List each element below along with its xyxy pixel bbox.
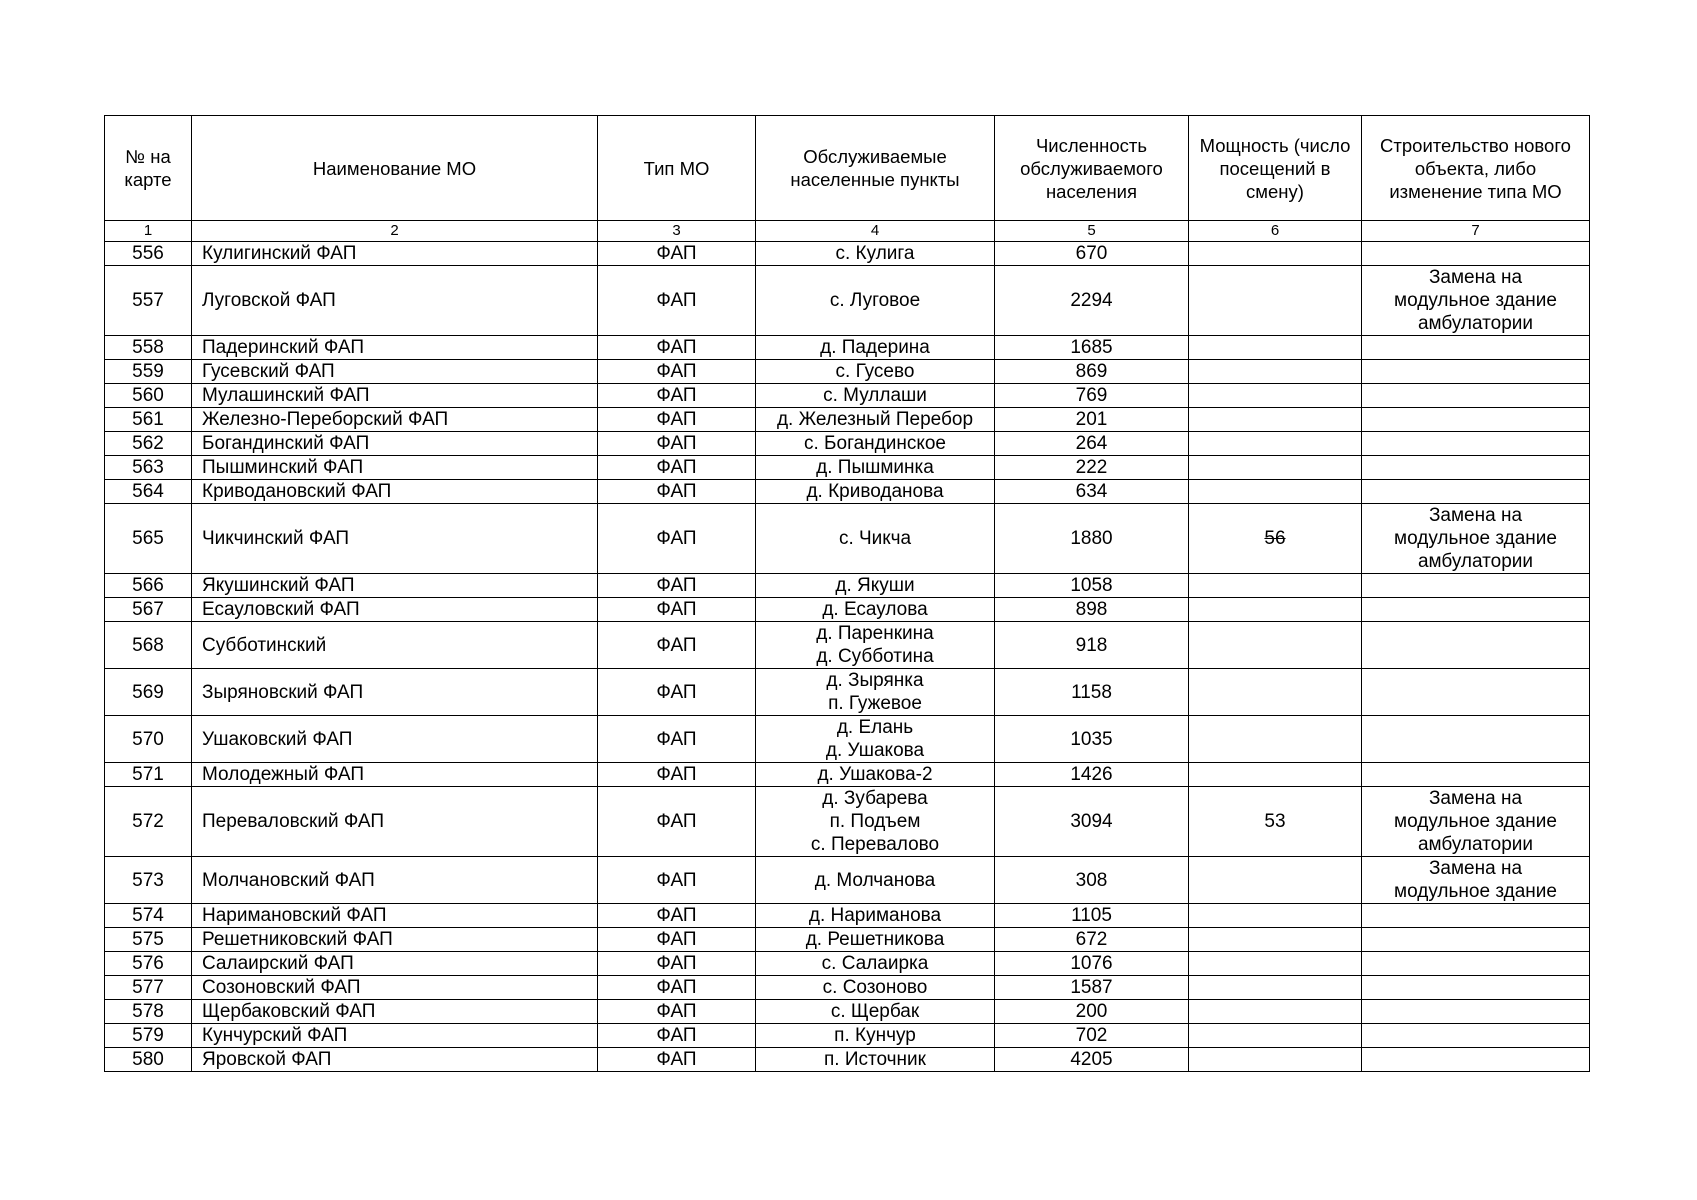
mo-type-cell: ФАП [598, 763, 756, 787]
mo-name-cell: Салаирский ФАП [192, 952, 598, 976]
served-settlements-cell-line: д. Молчанова [814, 869, 936, 891]
map-number-cell: 579 [105, 1024, 192, 1048]
capacity-cell [1189, 384, 1362, 408]
construction-cell [1362, 857, 1590, 904]
table-row [105, 408, 1590, 432]
served-settlements-cell [756, 622, 995, 669]
served-settlements-cell-line: с. Кулига [835, 243, 915, 264]
served-settlements-cell [756, 1024, 995, 1048]
mo-name-cell: Падеринский ФАП [192, 336, 598, 360]
population-cell: 1076 [995, 952, 1189, 976]
served-settlements-cell [756, 242, 995, 266]
served-settlements-cell [756, 716, 995, 763]
construction-cell [1362, 952, 1590, 976]
mo-name-cell: Мулашинский ФАП [192, 384, 598, 408]
map-number-cell: 561 [105, 408, 192, 432]
served-settlements-cell-line: п. Гужевое [828, 693, 922, 714]
column-number: 3 [598, 221, 756, 242]
capacity-cell [1189, 763, 1362, 787]
served-settlements-cell [756, 952, 995, 976]
population-cell: 1105 [995, 904, 1189, 928]
map-number-cell: 580 [105, 1048, 192, 1072]
construction-cell [1362, 787, 1590, 857]
table-row [105, 574, 1590, 598]
construction-cell [1362, 716, 1590, 763]
mo-type-cell: ФАП [598, 857, 756, 904]
construction-cell-line: амбулатории [1417, 834, 1534, 855]
construction-cell [1362, 432, 1590, 456]
served-settlements-cell-line: д. Нариманова [808, 905, 942, 926]
served-settlements-cell [756, 504, 995, 574]
served-settlements-cell [756, 787, 995, 857]
mo-name-cell: Чикчинский ФАП [192, 504, 598, 574]
map-number-cell: 562 [105, 432, 192, 456]
table-row [105, 598, 1590, 622]
population-cell: 1880 [995, 504, 1189, 574]
map-number-cell: 578 [105, 1000, 192, 1024]
construction-cell [1362, 408, 1590, 432]
construction-cell-line: модульное здание [1394, 528, 1557, 549]
table-row [105, 336, 1590, 360]
mo-name-cell: Луговской ФАП [192, 266, 598, 336]
population-cell: 702 [995, 1024, 1189, 1048]
construction-cell-line: модульное здание [1394, 881, 1557, 902]
mo-type-cell: ФАП [598, 504, 756, 574]
mo-name-cell: Щербаковский ФАП [192, 1000, 598, 1024]
served-settlements-cell-line: д. Ушакова [825, 740, 925, 761]
capacity-cell [1189, 1000, 1362, 1024]
mo-name-cell: Яровской ФАП [192, 1048, 598, 1072]
served-settlements-cell-line: д. Якуши [835, 575, 915, 596]
construction-cell-line: Замена на [1428, 505, 1523, 526]
served-settlements-cell-line: с. Салаирка [821, 953, 929, 974]
served-settlements-cell [756, 266, 995, 336]
map-number-cell: 560 [105, 384, 192, 408]
capacity-cell [1189, 408, 1362, 432]
population-cell: 1426 [995, 763, 1189, 787]
capacity-cell [1189, 904, 1362, 928]
capacity-cell [1189, 952, 1362, 976]
table-row [105, 360, 1590, 384]
mo-type-cell: ФАП [598, 408, 756, 432]
map-number-cell: 577 [105, 976, 192, 1000]
population-cell: 634 [995, 480, 1189, 504]
mo-name-cell: Якушинский ФАП [192, 574, 598, 598]
capacity-cell [1189, 432, 1362, 456]
mo-type-cell: ФАП [598, 928, 756, 952]
population-cell: 869 [995, 360, 1189, 384]
table-row [105, 928, 1590, 952]
construction-cell-line: амбулатории [1417, 313, 1534, 334]
column-number: 6 [1189, 221, 1362, 242]
construction-cell [1362, 1000, 1590, 1024]
mo-name-cell: Молчановский ФАП [192, 857, 598, 904]
mo-name-cell: Есауловский ФАП [192, 598, 598, 622]
map-number-cell: 568 [105, 622, 192, 669]
capacity-cell [1189, 242, 1362, 266]
served-settlements-cell-line: с. Чикча [838, 528, 912, 549]
capacity-cell [1189, 716, 1362, 763]
table-row [105, 669, 1590, 716]
mo-type-cell: ФАП [598, 669, 756, 716]
population-cell: 3094 [995, 787, 1189, 857]
mo-type-cell: ФАП [598, 384, 756, 408]
map-number-cell: 569 [105, 669, 192, 716]
mo-name-cell: Ушаковский ФАП [192, 716, 598, 763]
served-settlements-cell-line: с. Гусево [835, 361, 915, 382]
served-settlements-cell [756, 456, 995, 480]
served-settlements-cell-line: с. Щербак [830, 1001, 920, 1022]
served-settlements-cell [756, 408, 995, 432]
map-number-cell: 556 [105, 242, 192, 266]
mo-name-cell: Кунчурский ФАП [192, 1024, 598, 1048]
construction-cell-line: модульное здание [1394, 811, 1557, 832]
mo-type-cell: ФАП [598, 787, 756, 857]
population-cell: 222 [995, 456, 1189, 480]
population-cell: 1685 [995, 336, 1189, 360]
mo-type-cell: ФАП [598, 1048, 756, 1072]
table-row [105, 976, 1590, 1000]
mo-type-cell: ФАП [598, 266, 756, 336]
construction-cell [1362, 622, 1590, 669]
capacity-cell [1189, 622, 1362, 669]
population-cell: 918 [995, 622, 1189, 669]
table-row [105, 763, 1590, 787]
served-settlements-cell [756, 904, 995, 928]
population-cell: 670 [995, 242, 1189, 266]
construction-cell [1362, 384, 1590, 408]
served-settlements-cell-line: п. Источник [824, 1049, 926, 1070]
capacity-cell [1189, 976, 1362, 1000]
capacity-cell [1189, 928, 1362, 952]
table-row [105, 716, 1590, 763]
construction-cell [1362, 904, 1590, 928]
served-settlements-cell [756, 976, 995, 1000]
construction-cell [1362, 928, 1590, 952]
capacity-cell [1189, 480, 1362, 504]
construction-cell [1362, 456, 1590, 480]
mo-name-cell: Наримановский ФАП [192, 904, 598, 928]
column-number: 5 [995, 221, 1189, 242]
served-settlements-cell-line: д. Зырянка [826, 670, 924, 691]
served-settlements-cell-line: д. Железный Перебор [776, 409, 974, 430]
header-row [105, 116, 1590, 221]
facilities-table [104, 115, 1590, 1072]
mo-name-cell: Богандинский ФАП [192, 432, 598, 456]
capacity-cell: 53 [1189, 787, 1362, 857]
served-settlements-cell [756, 360, 995, 384]
served-settlements-cell-line: с. Богандинское [803, 433, 947, 454]
served-settlements-cell-line: д. Пышминка [816, 457, 934, 478]
mo-name-cell: Зыряновский ФАП [192, 669, 598, 716]
population-cell: 201 [995, 408, 1189, 432]
population-cell: 672 [995, 928, 1189, 952]
map-number-cell: 559 [105, 360, 192, 384]
column-number: 4 [756, 221, 995, 242]
map-number-cell: 573 [105, 857, 192, 904]
table-header [105, 116, 1590, 242]
map-number-cell: 572 [105, 787, 192, 857]
population-cell: 1035 [995, 716, 1189, 763]
mo-name-cell: Созоновский ФАП [192, 976, 598, 1000]
served-settlements-cell [756, 857, 995, 904]
table-row [105, 787, 1590, 857]
table-row [105, 480, 1590, 504]
table-row [105, 1000, 1590, 1024]
table-body [105, 242, 1590, 1072]
mo-type-cell: ФАП [598, 622, 756, 669]
capacity-cell [1189, 1024, 1362, 1048]
mo-type-cell: ФАП [598, 480, 756, 504]
column-number: 1 [105, 221, 192, 242]
construction-cell [1362, 669, 1590, 716]
map-number-cell: 574 [105, 904, 192, 928]
map-number-cell: 570 [105, 716, 192, 763]
construction-cell [1362, 1048, 1590, 1072]
table-row [105, 904, 1590, 928]
table-row [105, 952, 1590, 976]
map-number-cell: 564 [105, 480, 192, 504]
table-row [105, 504, 1590, 574]
population-cell: 1158 [995, 669, 1189, 716]
map-number-cell: 571 [105, 763, 192, 787]
mo-name-cell: Молодежный ФАП [192, 763, 598, 787]
map-number-cell: 563 [105, 456, 192, 480]
served-settlements-cell [756, 1000, 995, 1024]
construction-cell [1362, 336, 1590, 360]
map-number-cell: 566 [105, 574, 192, 598]
mo-type-cell: ФАП [598, 716, 756, 763]
mo-type-cell: ФАП [598, 360, 756, 384]
table-row [105, 1024, 1590, 1048]
map-number-cell: 557 [105, 266, 192, 336]
construction-cell-line: амбулатории [1417, 551, 1534, 572]
served-settlements-cell-line: д. Елань [836, 717, 914, 738]
mo-type-cell: ФАП [598, 242, 756, 266]
construction-cell [1362, 598, 1590, 622]
served-settlements-cell-line: д. Паренкина [816, 623, 934, 644]
served-settlements-cell-line: с. Перевалово [810, 834, 940, 855]
column-number-row [105, 221, 1590, 242]
capacity-cell [1189, 336, 1362, 360]
construction-cell [1362, 266, 1590, 336]
construction-cell-line: Замена на [1428, 858, 1523, 879]
served-settlements-cell-line: п. Кунчур [834, 1025, 916, 1046]
capacity-cell [1189, 598, 1362, 622]
served-settlements-cell-line: д. Ушакова-2 [817, 764, 933, 785]
construction-cell [1362, 360, 1590, 384]
mo-type-cell: ФАП [598, 574, 756, 598]
header-population: Численность обслуживаемого населения [995, 116, 1189, 221]
mo-type-cell: ФАП [598, 598, 756, 622]
map-number-cell: 576 [105, 952, 192, 976]
served-settlements-cell-line: д. Субботина [816, 646, 934, 667]
table-row [105, 242, 1590, 266]
mo-name-cell: Пышминский ФАП [192, 456, 598, 480]
served-settlements-cell-line: с. Созоново [822, 977, 928, 998]
mo-type-cell: ФАП [598, 976, 756, 1000]
header-construction: Строительство нового объекта, либо изменение типа МО [1362, 116, 1590, 221]
served-settlements-cell [756, 480, 995, 504]
construction-cell [1362, 242, 1590, 266]
table-row [105, 622, 1590, 669]
construction-cell [1362, 574, 1590, 598]
table-row [105, 266, 1590, 336]
table-row [105, 1048, 1590, 1072]
served-settlements-cell-line: д. Есаулова [822, 599, 928, 620]
mo-name-cell: Гусевский ФАП [192, 360, 598, 384]
served-settlements-cell-line: с. Луговое [829, 290, 921, 311]
map-number-cell: 558 [105, 336, 192, 360]
served-settlements-cell-line: д. Зубарева [822, 788, 928, 809]
capacity-cell [1189, 574, 1362, 598]
map-number-cell: 575 [105, 928, 192, 952]
construction-cell [1362, 1024, 1590, 1048]
served-settlements-cell-line: д. Падерина [820, 337, 930, 358]
header-mo-type: Тип МО [598, 116, 756, 221]
header-map-number: № на карте [105, 116, 192, 221]
construction-cell [1362, 976, 1590, 1000]
mo-name-cell: Кулигинский ФАП [192, 242, 598, 266]
map-number-cell: 565 [105, 504, 192, 574]
served-settlements-cell [756, 598, 995, 622]
mo-name-cell: Субботинский [192, 622, 598, 669]
table-row [105, 857, 1590, 904]
served-settlements-cell-line: п. Подъем [829, 811, 921, 832]
mo-name-cell: Криводановский ФАП [192, 480, 598, 504]
header-mo-name: Наименование МО [192, 116, 598, 221]
mo-name-cell: Железно-Переборский ФАП [192, 408, 598, 432]
mo-type-cell: ФАП [598, 456, 756, 480]
population-cell: 898 [995, 598, 1189, 622]
mo-type-cell: ФАП [598, 904, 756, 928]
mo-type-cell: ФАП [598, 952, 756, 976]
population-cell: 264 [995, 432, 1189, 456]
header-capacity: Мощность (число посещений в смену) [1189, 116, 1362, 221]
construction-cell [1362, 504, 1590, 574]
table-row [105, 456, 1590, 480]
served-settlements-cell [756, 384, 995, 408]
capacity-cell [1189, 669, 1362, 716]
served-settlements-cell [756, 574, 995, 598]
mo-type-cell: ФАП [598, 336, 756, 360]
served-settlements-cell-line: д. Криводанова [806, 481, 944, 502]
population-cell: 769 [995, 384, 1189, 408]
served-settlements-cell [756, 1048, 995, 1072]
population-cell: 4205 [995, 1048, 1189, 1072]
population-cell: 2294 [995, 266, 1189, 336]
population-cell: 1058 [995, 574, 1189, 598]
served-settlements-cell [756, 432, 995, 456]
column-number: 2 [192, 221, 598, 242]
mo-type-cell: ФАП [598, 432, 756, 456]
construction-cell-line: Замена на [1428, 267, 1523, 288]
capacity-cell [1189, 266, 1362, 336]
capacity-cell [1189, 857, 1362, 904]
table-row [105, 384, 1590, 408]
capacity-cell [1189, 456, 1362, 480]
mo-type-cell: ФАП [598, 1000, 756, 1024]
mo-type-cell: ФАП [598, 1024, 756, 1048]
capacity-cell [1189, 360, 1362, 384]
construction-cell-line: модульное здание [1394, 290, 1557, 311]
capacity-cell: 56 [1189, 504, 1362, 574]
population-cell: 308 [995, 857, 1189, 904]
map-number-cell: 567 [105, 598, 192, 622]
served-settlements-cell [756, 336, 995, 360]
construction-cell [1362, 763, 1590, 787]
population-cell: 200 [995, 1000, 1189, 1024]
capacity-cell [1189, 1048, 1362, 1072]
population-cell: 1587 [995, 976, 1189, 1000]
served-settlements-cell [756, 763, 995, 787]
served-settlements-cell [756, 928, 995, 952]
header-served-settlements: Обслуживаемые населенные пункты [756, 116, 995, 221]
mo-name-cell: Переваловский ФАП [192, 787, 598, 857]
construction-cell-line: Замена на [1428, 788, 1523, 809]
document-page [104, 115, 1589, 1072]
column-number: 7 [1362, 221, 1590, 242]
served-settlements-cell-line: с. Муллаши [823, 385, 927, 406]
served-settlements-cell [756, 669, 995, 716]
served-settlements-cell-line: д. Решетникова [805, 929, 945, 950]
table-row [105, 432, 1590, 456]
construction-cell [1362, 480, 1590, 504]
mo-name-cell: Решетниковский ФАП [192, 928, 598, 952]
